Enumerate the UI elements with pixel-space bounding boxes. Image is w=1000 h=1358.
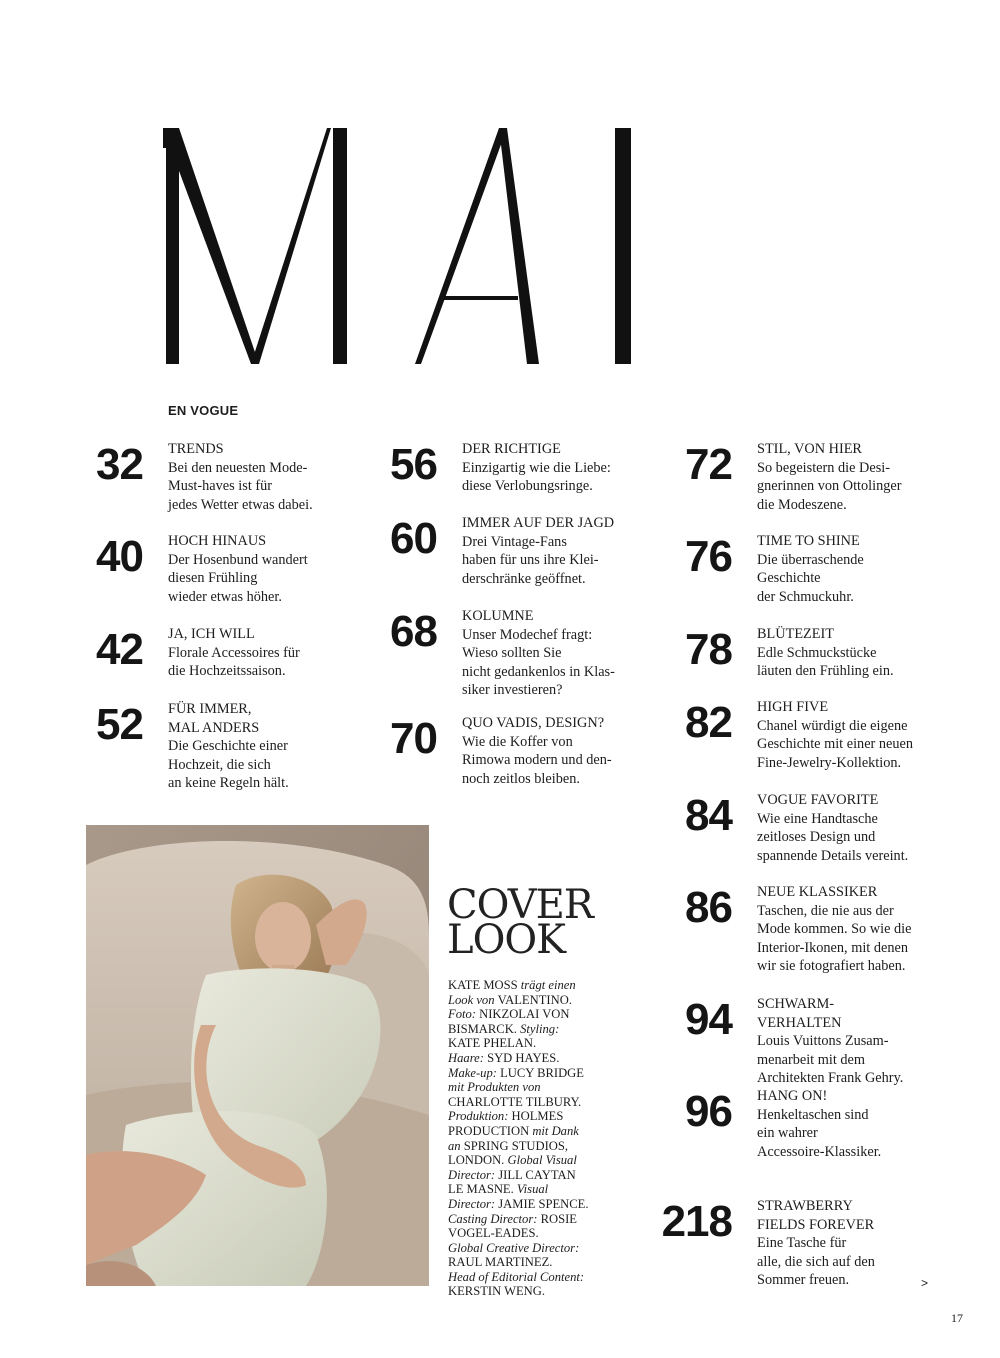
credit-run: KATE PHELAN.: [448, 1036, 537, 1051]
credit-run: Visual: [516, 1182, 549, 1197]
toc-description-line: zeitloses Design und: [757, 829, 876, 845]
cover-heading-line2: LOOK: [447, 917, 566, 963]
toc-page-number: 56: [390, 440, 437, 489]
toc-title: FÜR IMMER, MAL ANDERS: [168, 701, 260, 736]
credit-run: KATE MOSS: [448, 978, 521, 992]
toc-description-line: läuten den Frühling ein.: [757, 663, 894, 679]
credit-run: Director:: [448, 1196, 499, 1211]
toc-page-number: 82: [685, 698, 732, 747]
toc-page-number: 94: [685, 995, 732, 1044]
toc-description-line: diese Verlobungsringe.: [462, 478, 593, 494]
credit-run: LUCY BRIDGE: [500, 1065, 584, 1080]
toc-page-number: 84: [685, 791, 732, 840]
toc-description-line: Taschen, die nie aus der: [757, 902, 894, 919]
toc-page-number: 76: [685, 532, 732, 581]
toc-description-line: an keine Regeln hält.: [168, 775, 289, 791]
credit-run: Haare:: [448, 1050, 488, 1065]
cover-heading-line1: COVER: [447, 882, 593, 928]
credit-run: RAUL MARTINEZ.: [448, 1255, 553, 1270]
toc-description-line: Unser Modechef fragt:: [462, 626, 593, 643]
credit-run: JAMIE SPENCE.: [498, 1196, 589, 1211]
credit-run: Global Creative Director:: [448, 1240, 580, 1255]
toc-description-line: Edle Schmuckstücke: [757, 644, 877, 661]
credit-run: an: [448, 1138, 464, 1153]
credit-run: Director:: [448, 1167, 499, 1182]
credit-run: Look von: [448, 992, 498, 1007]
toc-title: VOGUE FAVORITE: [757, 792, 879, 808]
toc-title: IMMER AUF DER JAGD: [462, 515, 615, 531]
toc-description-line: alle, die sich auf den: [757, 1253, 875, 1270]
credit-run: LONDON.: [448, 1153, 508, 1168]
credit-run: Global Visual: [507, 1153, 577, 1168]
toc-description-line: Eine Tasche für: [757, 1235, 847, 1251]
toc-title: NEUE KLASSIKER: [757, 884, 878, 900]
credit-run: mit Dank: [532, 1123, 579, 1138]
toc-page-number: 32: [96, 440, 143, 489]
toc-description-line: Die überraschende: [757, 551, 864, 568]
credit-run: PRODUCTION: [448, 1123, 533, 1138]
toc-title: TIME TO SHINE: [757, 533, 860, 549]
toc-description-line: siker investieren?: [462, 682, 563, 698]
page-number: 17: [951, 1311, 963, 1325]
toc-description-line: nicht gedankenlos in Klas-: [462, 663, 615, 680]
credit-run: SYD HAYES.: [487, 1050, 560, 1065]
toc-page-number: 96: [685, 1087, 732, 1136]
toc-description-line: Wie eine Handtasche: [757, 810, 878, 827]
toc-description-line: Henkeltaschen sind: [757, 1106, 869, 1123]
cover-photo: [86, 825, 429, 1286]
credit-run: KERSTIN WENG.: [448, 1284, 546, 1299]
toc-description-line: menarbeit mit dem: [757, 1051, 865, 1068]
credit-run: BISMARCK.: [448, 1021, 521, 1036]
credit-run: ROSIE: [540, 1211, 577, 1226]
credit-run: VALENTINO.: [497, 992, 572, 1007]
toc-description-line: haben für uns ihre Klei-: [462, 552, 599, 568]
toc-description-line: Must-haves ist für: [168, 478, 273, 494]
toc-description-line: Fine-Jewelry-Kollektion.: [757, 754, 902, 771]
toc-description-line: derschränke geöffnet.: [462, 570, 586, 587]
toc-page-number: 218: [661, 1197, 732, 1246]
toc-description-line: Bei den neuesten Mode-: [168, 459, 308, 476]
toc-title: STRAWBERRY FIELDS FOREVER: [757, 1198, 875, 1233]
toc-page-number: 60: [390, 514, 437, 563]
toc-title: BLÜTEZEIT: [757, 626, 835, 642]
toc-description-line: Louis Vuittons Zusam-: [757, 1033, 889, 1049]
toc-description-line: Sommer freuen.: [757, 1272, 850, 1288]
toc-description-line: Wieso sollten Sie: [462, 645, 562, 661]
credit-run: LE MASNE.: [448, 1182, 517, 1197]
toc-title: QUO VADIS, DESIGN?: [462, 715, 605, 731]
toc-title: HIGH FIVE: [757, 699, 829, 715]
credit-run: mit Produkten von: [448, 1080, 541, 1095]
toc-description-line: gnerinnen von Ottolinger: [757, 478, 902, 494]
toc-title: TRENDS: [168, 441, 224, 457]
toc-description-line: wieder etwas höher.: [168, 588, 282, 605]
cover-look-heading: [447, 882, 617, 963]
toc-description-line: diesen Frühling: [168, 570, 258, 586]
toc-page-number: 78: [685, 625, 732, 674]
toc-title: STIL, VON HIER: [757, 441, 862, 457]
credit-run: CHARLOTTE TILBURY.: [448, 1094, 582, 1109]
toc-description-line: So begeistern die Desi-: [757, 459, 891, 476]
toc-page-number: 52: [96, 700, 143, 749]
toc-page-number: 42: [96, 625, 143, 674]
toc-description-line: wir sie fotografiert haben.: [757, 958, 906, 974]
toc-description-line: Interior-Ikonen, mit denen: [757, 939, 908, 956]
toc-title: JA, ICH WILL: [168, 626, 255, 642]
toc-title: SCHWARM- VERHALTEN: [757, 996, 842, 1031]
toc-description-line: Hochzeit, die sich: [168, 756, 271, 773]
credit-run: trägt einen: [520, 978, 576, 992]
credit-run: Head of Editorial Content:: [448, 1269, 585, 1284]
toc-description-line: Rimowa modern und den-: [462, 752, 612, 768]
toc-title: DER RICHTIGE: [462, 441, 561, 457]
section-label: EN VOGUE: [168, 403, 239, 418]
toc-description-line: Architekten Frank Gehry.: [757, 1070, 904, 1086]
credit-run: HOLMES: [511, 1109, 564, 1124]
toc-title: HOCH HINAUS: [168, 533, 267, 549]
toc-description-line: ein wahrer: [757, 1125, 818, 1141]
toc-description-line: Drei Vintage-Fans: [462, 533, 567, 550]
toc-page-number: 72: [685, 440, 732, 489]
toc-page-number: 40: [96, 532, 143, 581]
next-page-arrow: >: [921, 1276, 929, 1290]
credit-run: Foto:: [448, 1007, 480, 1022]
toc-description-line: Chanel würdigt die eigene: [757, 717, 908, 734]
toc-title: HANG ON!: [757, 1088, 828, 1104]
credit-run: Produktion:: [448, 1109, 512, 1124]
toc-description-line: der Schmuckuhr.: [757, 588, 854, 605]
masthead-mai: [163, 128, 633, 364]
toc-description-line: Mode kommen. So wie die: [757, 921, 912, 937]
toc-page-number: 86: [685, 883, 732, 932]
toc-description-line: Die Geschichte einer: [168, 738, 288, 754]
toc-title: KOLUMNE: [462, 608, 534, 624]
toc-page-number: 70: [390, 714, 437, 763]
credit-run: NIKZOLAI VON: [479, 1007, 570, 1022]
credit-run: JILL CAYTAN: [498, 1167, 576, 1182]
toc-description-line: Florale Accessoires für: [168, 644, 300, 661]
credit-run: Make-up:: [448, 1065, 501, 1080]
credit-run: Styling:: [520, 1021, 560, 1036]
toc-description-line: die Hochzeitssaison.: [168, 663, 286, 679]
toc-description-line: Der Hosenbund wandert: [168, 551, 308, 568]
toc-description-line: die Modeszene.: [757, 496, 847, 513]
credit-run: SPRING STUDIOS,: [463, 1138, 569, 1153]
credit-run: VOGEL-EADES.: [448, 1226, 539, 1241]
toc-description-line: Wie die Koffer von: [462, 733, 573, 750]
toc-description-line: noch zeitlos bleiben.: [462, 770, 580, 787]
credit-run: Casting Director:: [448, 1211, 541, 1226]
toc-description-line: spannende Details vereint.: [757, 847, 909, 864]
cover-credits: [448, 978, 618, 1299]
toc-description-line: Geschichte: [757, 570, 821, 586]
toc-page-number: 68: [390, 607, 437, 656]
toc-description-line: Geschichte mit einer neuen: [757, 736, 914, 752]
toc-description-line: Einzigartig wie die Liebe:: [462, 459, 611, 476]
toc-description-line: jedes Wetter etwas dabei.: [168, 496, 313, 513]
toc-description-line: Accessoire-Klassiker.: [757, 1143, 882, 1160]
